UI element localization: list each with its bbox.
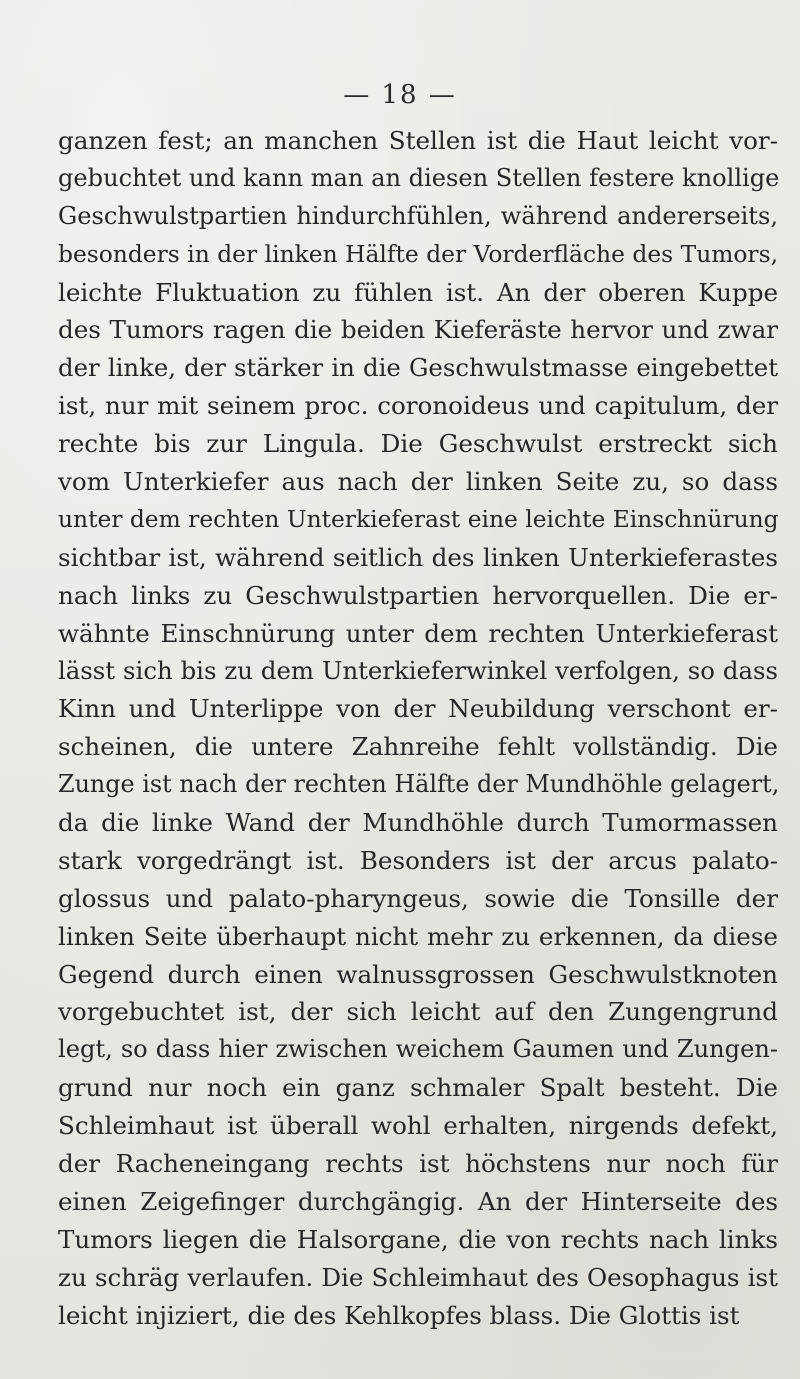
text-line: ist, nur mit seinem proc. coronoideus und capitulum, der [58,391,778,421]
text-line: legt, so dass hier zwischen weichem Gaumen und Zungen- [58,1035,778,1064]
text-line: vorgebuchtet ist, der sich leicht auf den Zungengrund [58,997,778,1027]
text-line: grund nur noch ein ganz schmaler Spalt besteht. Die [58,1073,778,1103]
page-number: — 18 — [343,80,457,110]
text-line: da die linke Wand der Mundhöhle durch Tumormassen [58,808,778,838]
text-line: der linke, der stärker in die Geschwulstmasse eingebettet [58,353,778,383]
text-line: gebuchtet und kann man an diesen Stellen festere knollige [58,163,780,192]
text-line: nach links zu Geschwulstpartien hervorquellen. Die er- [58,580,778,610]
text-line: vom Unterkiefer aus nach der linken Seite zu, so dass [58,467,778,497]
text-line: wähnte Einschnürung unter dem rechten Unterkieferast [58,618,778,648]
text-line: zu schräg verlaufen. Die Schleimhaut des Oesophagus ist [58,1262,778,1292]
text-line: einen Zeigefinger durchgängig. An der Hinterseite des [58,1186,778,1216]
text-line: sichtbar ist, während seitlich des linken Unterkieferastes [58,542,778,572]
text-line: glossus und palato-pharyngeus, sowie die Tonsille der [58,883,778,913]
text-line: unter dem rechten Unterkieferast eine leichte Einschnürung [58,504,779,533]
text-line: rechte bis zur Lingula. Die Geschwulst erstreckt sich [58,429,778,459]
text-line: lässt sich bis zu dem Unterkieferwinkel verfolgen, so dass [58,656,778,686]
text-line: Zunge ist nach der rechten Hälfte der Mundhöhle gelagert, [58,770,780,799]
text-line: Gegend durch einen walnussgrossen Geschwulstknoten [58,959,778,989]
text-line: linken Seite überhaupt nicht mehr zu erkennen, da diese [58,921,778,951]
text-line: Tumors liegen die Halsorgane, die von rechts nach links [58,1224,778,1254]
text-line: scheinen, die untere Zahnreihe fehlt vollständig. Die [58,732,778,762]
text-line: Kinn und Unterlippe von der Neubildung verschont er- [58,694,778,724]
text-line: des Tumors ragen die beiden Kieferäste hervor und zwar [58,315,778,345]
text-line: stark vorgedrängt ist. Besonders ist der arcus palato- [58,845,778,875]
body-text [58,122,778,1335]
text-line: Schleimhaut ist überall wohl erhalten, nirgends defekt, [58,1111,778,1141]
text-line: besonders in der linken Hälfte der Vorderfläche des Tumors, [58,239,778,268]
text-line: ganzen fest; an manchen Stellen ist die Haut leicht vor- [58,126,778,155]
text-line: Geschwulstpartien hindurchfühlen, während andererseits, [58,201,778,230]
text-line: leicht injiziert, die des Kehlkopfes blass. Die Glottis ist [58,1300,740,1330]
text-line: der Racheneingang rechts ist höchstens nur noch für [58,1149,778,1179]
text-line: leichte Fluktuation zu fühlen ist. An der oberen Kuppe [58,277,778,307]
